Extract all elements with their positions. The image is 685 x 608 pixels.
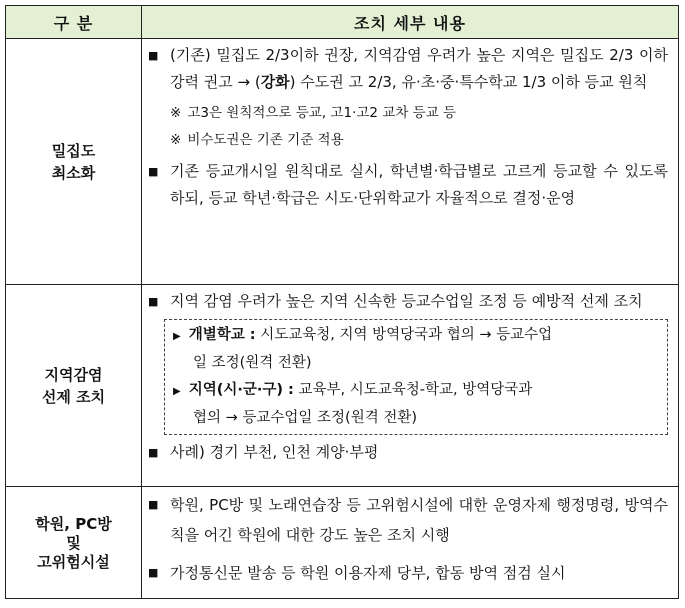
list-item xyxy=(148,558,668,588)
triangle-arrow-icon: ▶ xyxy=(173,386,181,397)
table-row xyxy=(6,487,679,599)
table-row xyxy=(6,285,679,487)
bullet-text: 가정통신문 발송 등 학원 이용자제 당부, 합동 방역 점검 실시 xyxy=(170,564,566,582)
list-item xyxy=(148,439,668,466)
bullet-text: 지역 감염 우려가 높은 지역 신속한 등교수업일 조정 등 예방적 선제 조치 xyxy=(170,292,643,310)
note-text: 고3은 원칙적으로 등교, 고1·고2 교차 등교 등 xyxy=(187,105,457,121)
dashed-note-box xyxy=(164,319,668,435)
box-item xyxy=(173,377,659,405)
category-line: 고위험시설 xyxy=(37,552,110,571)
row-detail xyxy=(142,285,679,487)
square-bullet-icon: ■ xyxy=(148,566,159,579)
bullet-text: 기존 등교개시일 원칙대로 실시, 학년별·학급별로 고르게 등교할 수 있도록 하되, 등교 학년·학급은 시도·단위학교가 자율적으로 결정·운영 xyxy=(170,162,668,207)
bullet-text: (기존) 밀집도 2/3이하 권장, 지역감염 우려가 높은 지역은 밀집도 2/3 이하 강력 권고 → ( xyxy=(170,46,668,91)
header-detail: 조치 세부 내용 xyxy=(142,6,679,39)
table-row xyxy=(6,39,679,285)
list-item xyxy=(148,490,668,550)
measures-table xyxy=(5,5,679,599)
note-mark-icon: ※ xyxy=(170,132,182,148)
list-item xyxy=(148,288,668,315)
square-bullet-icon: ■ xyxy=(148,498,159,511)
row-category xyxy=(6,487,142,599)
category-line: 밀집도 xyxy=(51,141,96,160)
list-item xyxy=(148,42,668,96)
box-item-label: 개별학교 : xyxy=(188,327,256,343)
header-row xyxy=(6,6,679,39)
box-item-text: 협의 → 등교수업일 조정(원격 전환) xyxy=(193,410,417,426)
triangle-arrow-icon: ▶ xyxy=(173,331,181,342)
row-category xyxy=(6,39,142,285)
category-line: 최소화 xyxy=(51,163,96,182)
category-line: 및 xyxy=(66,533,81,552)
category-line: 지역감염 xyxy=(44,365,103,384)
note-mark-icon: ※ xyxy=(170,105,182,121)
square-bullet-icon: ■ xyxy=(148,295,159,308)
box-item-text: 교육부, 시도교육청-학교, 방역당국과 xyxy=(298,382,533,398)
note-item xyxy=(148,100,668,127)
row-detail xyxy=(142,487,679,599)
box-item-text: 시도교육청, 지역 방역당국과 협의 → 등교수업 xyxy=(260,327,553,343)
square-bullet-icon: ■ xyxy=(148,446,159,459)
bullet-text: 사례) 경기 부천, 인천 계양·부평 xyxy=(170,443,379,461)
note-text: 비수도권은 기존 기준 적용 xyxy=(187,132,344,148)
box-item-text: 일 조정(원격 전환) xyxy=(193,355,312,371)
note-item xyxy=(148,127,668,154)
square-bullet-icon: ■ xyxy=(148,49,159,62)
row-detail xyxy=(142,39,679,285)
bullet-text: ) 수도권 고 2/3, 유·초·중·특수학교 1/3 이하 등교 원칙 xyxy=(289,73,648,91)
list-item xyxy=(148,158,668,212)
square-bullet-icon: ■ xyxy=(148,165,159,178)
bullet-bold-text: 강화 xyxy=(260,73,290,91)
row-category xyxy=(6,285,142,487)
header-category: 구 분 xyxy=(6,6,142,39)
bullet-text: 학원, PC방 및 노래연습장 등 고위험시설에 대한 운영자제 행정명령, 방역수칙을 어긴 학원에 대한 강도 높은 조치 시행 xyxy=(170,496,668,544)
category-line: 학원, PC방 xyxy=(35,514,112,533)
category-line: 선제 조치 xyxy=(41,387,106,406)
box-item-label: 지역(시·군·구) : xyxy=(188,382,294,398)
box-item xyxy=(173,322,659,350)
